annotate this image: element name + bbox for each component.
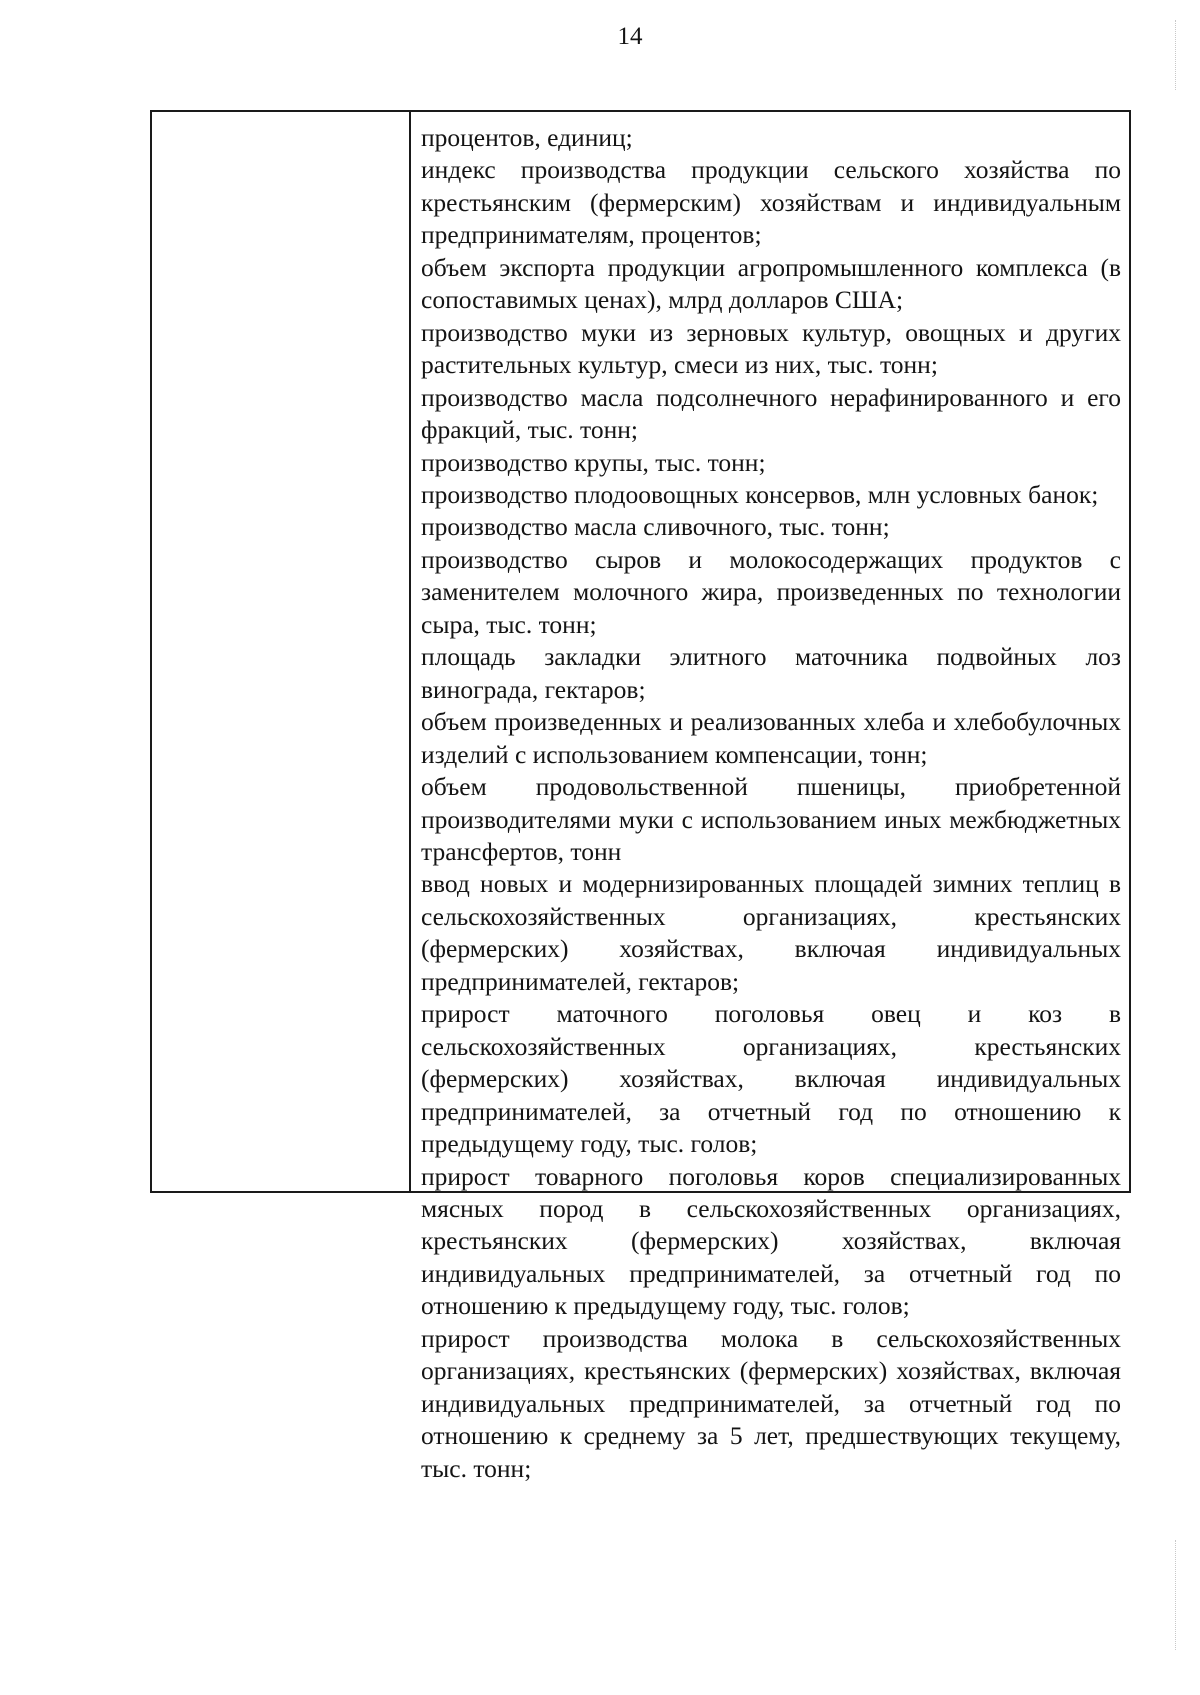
indicator-item: производство крупы, тыс. тонн; bbox=[421, 447, 766, 477]
page-number: 14 bbox=[617, 23, 643, 50]
indicator-item: площадь закладки элитного маточника подвойных лоз винограда, гектаров; bbox=[421, 642, 1121, 704]
indicator-item: объем продовольственной пшеницы, приобретенной производителями муки с использованием иных межбюджетных трансфертов, тонн bbox=[421, 772, 1121, 866]
indicator-item: производство сыров и молокосодержащих продуктов с заменителем молочного жира, произведенных по технологии сыра, тыс. тонн; bbox=[421, 544, 1121, 639]
indicator-item: производство масла подсолнечного нерафинированного и его фракций, тыс. тонн; bbox=[421, 382, 1121, 445]
indicator-item: производство масла сливочного, тыс. тонн; bbox=[421, 512, 890, 542]
indicator-item: прирост товарного поголовья коров специализированных мясных пород в сельскохозяйственных организациях, крестьянских (фермерских) хозяйствах, включая индивидуальных предпринимателей, за отчетный год по отношению к предыдущему году, тыс. голов; bbox=[421, 1161, 1121, 1321]
indicator-item: производство плодоовощных консервов, млн условных банок; bbox=[421, 479, 1099, 509]
indicator-item: процентов, единиц; bbox=[421, 123, 633, 152]
indicator-item: объем экспорта продукции агропромышленного комплекса (в сопоставимых ценах), млрд долларов США; bbox=[421, 252, 1121, 315]
indicator-item: ввод новых и модернизированных площадей зимних теплиц в сельскохозяйственных организациях, крестьянских (фермерских) хозяйствах, включая индивидуальных предпринимателей, гектаров; bbox=[421, 869, 1121, 996]
document-table bbox=[150, 110, 1131, 1483]
indicator-item: индекс производства продукции сельского хозяйства по крестьянским (фермерским) хозяйствам и индивидуальным предпринимателям, процентов; bbox=[421, 155, 1121, 250]
indicator-item: прирост маточного поголовья овец и коз в сельскохозяйственных организациях, крестьянских (фермерских) хозяйствах, включая индивидуальных предпринимателей, за отчетный год по отношению к предыдущему году, тыс. голов; bbox=[421, 999, 1121, 1159]
scan-edge-mark-bottom bbox=[1175, 1540, 1178, 1650]
indicator-item: производство муки из зерновых культур, овощных и других растительных культур, смеси из них, тыс. тонн; bbox=[421, 317, 1121, 380]
indicator-item: объем произведенных и реализованных хлеба и хлебобулочных изделий с использованием компенсации, тонн; bbox=[421, 707, 1121, 769]
indicator-item: прирост производства молока в сельскохозяйственных организациях, крестьянских (фермерских) хозяйствах, включая индивидуальных предпринимателей, за отчетный год по отношению к среднему за 5 лет, предшествующих текущему, тыс. тонн; bbox=[421, 1323, 1121, 1483]
scan-edge-mark-top bbox=[1175, 20, 1178, 90]
table-left-cell bbox=[152, 112, 411, 1191]
table-right-cell bbox=[421, 122, 1121, 1485]
